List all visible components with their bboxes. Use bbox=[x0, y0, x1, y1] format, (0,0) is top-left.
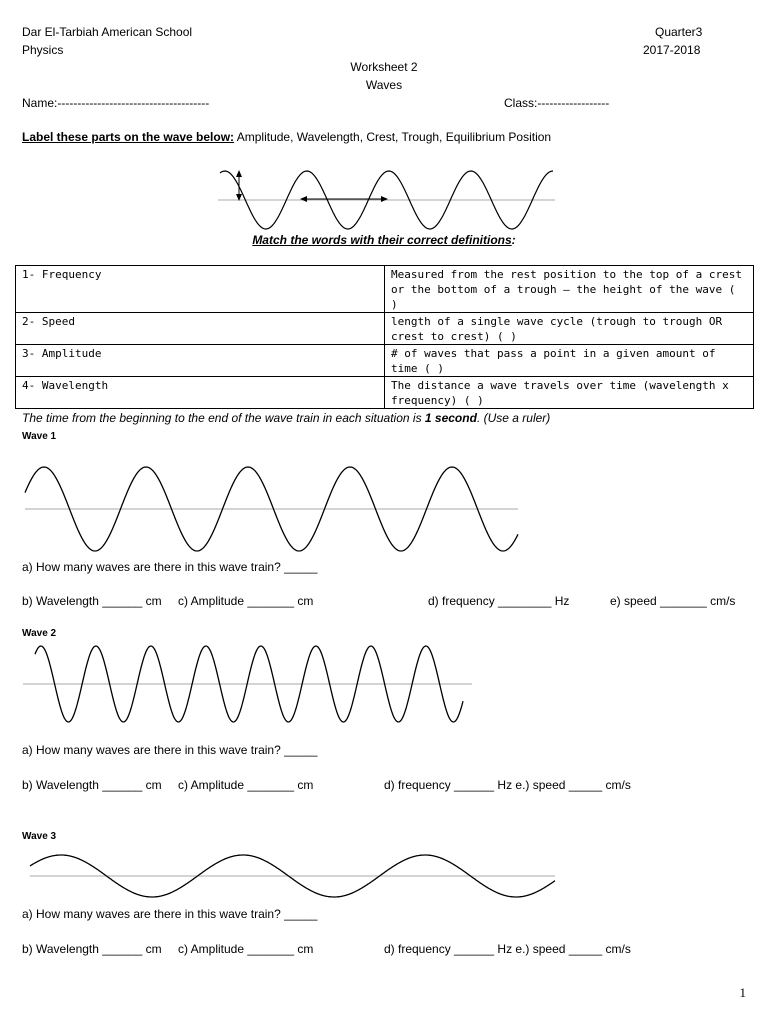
table-row bbox=[16, 345, 754, 377]
wave-1-curve bbox=[25, 467, 518, 551]
wave-2-question-d: d) frequency ______ Hz e.) speed _____ cm/s bbox=[384, 778, 631, 792]
match-title-colon: : bbox=[511, 233, 516, 247]
term-cell: 3- Amplitude bbox=[16, 345, 385, 377]
wave-3-question-b: b) Wavelength ______ cm bbox=[22, 942, 162, 956]
wave-3-question-d: d) frequency ______ Hz e.) speed _____ cm/s bbox=[384, 942, 631, 956]
amplitude-arrowhead-down bbox=[236, 194, 242, 201]
wave-2-question-c: c) Amplitude _______ cm bbox=[178, 778, 314, 792]
school-name: Dar El-Tarbiah American School bbox=[22, 25, 193, 39]
situation-text: The time from the beginning to the end of the wave train in each situation is bbox=[22, 411, 425, 425]
wave-2-question-b: b) Wavelength ______ cm bbox=[22, 778, 162, 792]
wave-3-question-c: c) Amplitude _______ cm bbox=[178, 942, 314, 956]
wave-2-question-a: a) How many waves are there in this wave train? _____ bbox=[22, 743, 318, 757]
wave-1-question-e: e) speed _______ cm/s bbox=[610, 594, 736, 608]
wave-1-question-d: d) frequency ________ Hz bbox=[428, 594, 570, 608]
sample-wave bbox=[220, 171, 553, 229]
table-row bbox=[16, 313, 754, 345]
class-field: Class:------------------ bbox=[504, 96, 610, 110]
table-row bbox=[16, 377, 754, 409]
name-field: Name:-------------------------------------- bbox=[22, 96, 210, 110]
wave-3-label: Wave 3 bbox=[22, 831, 57, 842]
wave-2-curve bbox=[35, 646, 463, 722]
page-number: 1 bbox=[739, 985, 746, 1000]
wave-3-question-a: a) How many waves are there in this wave train? _____ bbox=[22, 907, 318, 921]
worksheet-title: Worksheet 2 bbox=[350, 60, 418, 74]
term-cell: 2- Speed bbox=[16, 313, 385, 345]
situation-suffix: . (Use a ruler) bbox=[476, 411, 551, 425]
match-title bbox=[0, 233, 768, 247]
term-cell: 1- Frequency bbox=[16, 266, 385, 313]
table-row bbox=[16, 266, 754, 313]
term-cell: 4- Wavelength bbox=[16, 377, 385, 409]
wavelength-arrowhead-right bbox=[381, 196, 388, 202]
situation-bold: 1 second bbox=[424, 411, 477, 425]
subject: Physics bbox=[22, 43, 64, 57]
definition-cell: length of a single wave cycle (trough to trough OR crest to crest) ( ) bbox=[385, 313, 754, 345]
quarter: Quarter3 bbox=[655, 25, 703, 39]
match-title-text: Match the words with their correct definitions bbox=[252, 233, 512, 247]
school-year: 2017-2018 bbox=[643, 43, 701, 57]
situation-statement bbox=[22, 411, 550, 425]
definition-cell: # of waves that pass a point in a given amount of time ( ) bbox=[385, 345, 754, 377]
wavelength-arrowhead-left bbox=[300, 196, 307, 202]
definition-cell: The distance a wave travels over time (wavelength x frequency) ( ) bbox=[385, 377, 754, 409]
wave-3-curve bbox=[30, 855, 555, 897]
match-table bbox=[15, 265, 754, 409]
topic-title: Waves bbox=[365, 78, 403, 92]
amplitude-arrowhead-up bbox=[236, 170, 242, 177]
wave-2-label: Wave 2 bbox=[22, 628, 57, 639]
wave-1-label: Wave 1 bbox=[22, 431, 57, 442]
label-instruction bbox=[22, 130, 551, 144]
definition-cell: Measured from the rest position to the top of a crest or the bottom of a trough – the height of the wave ( ) bbox=[385, 266, 754, 313]
wave-1-question-c: c) Amplitude _______ cm bbox=[178, 594, 314, 608]
wave-1-question-b: b) Wavelength ______ cm bbox=[22, 594, 162, 608]
label-prompt: Label these parts on the wave below: bbox=[22, 130, 235, 144]
wave-1-question-a: a) How many waves are there in this wave train? _____ bbox=[22, 560, 318, 574]
label-parts: Amplitude, Wavelength, Crest, Trough, Equilibrium Position bbox=[234, 130, 552, 144]
